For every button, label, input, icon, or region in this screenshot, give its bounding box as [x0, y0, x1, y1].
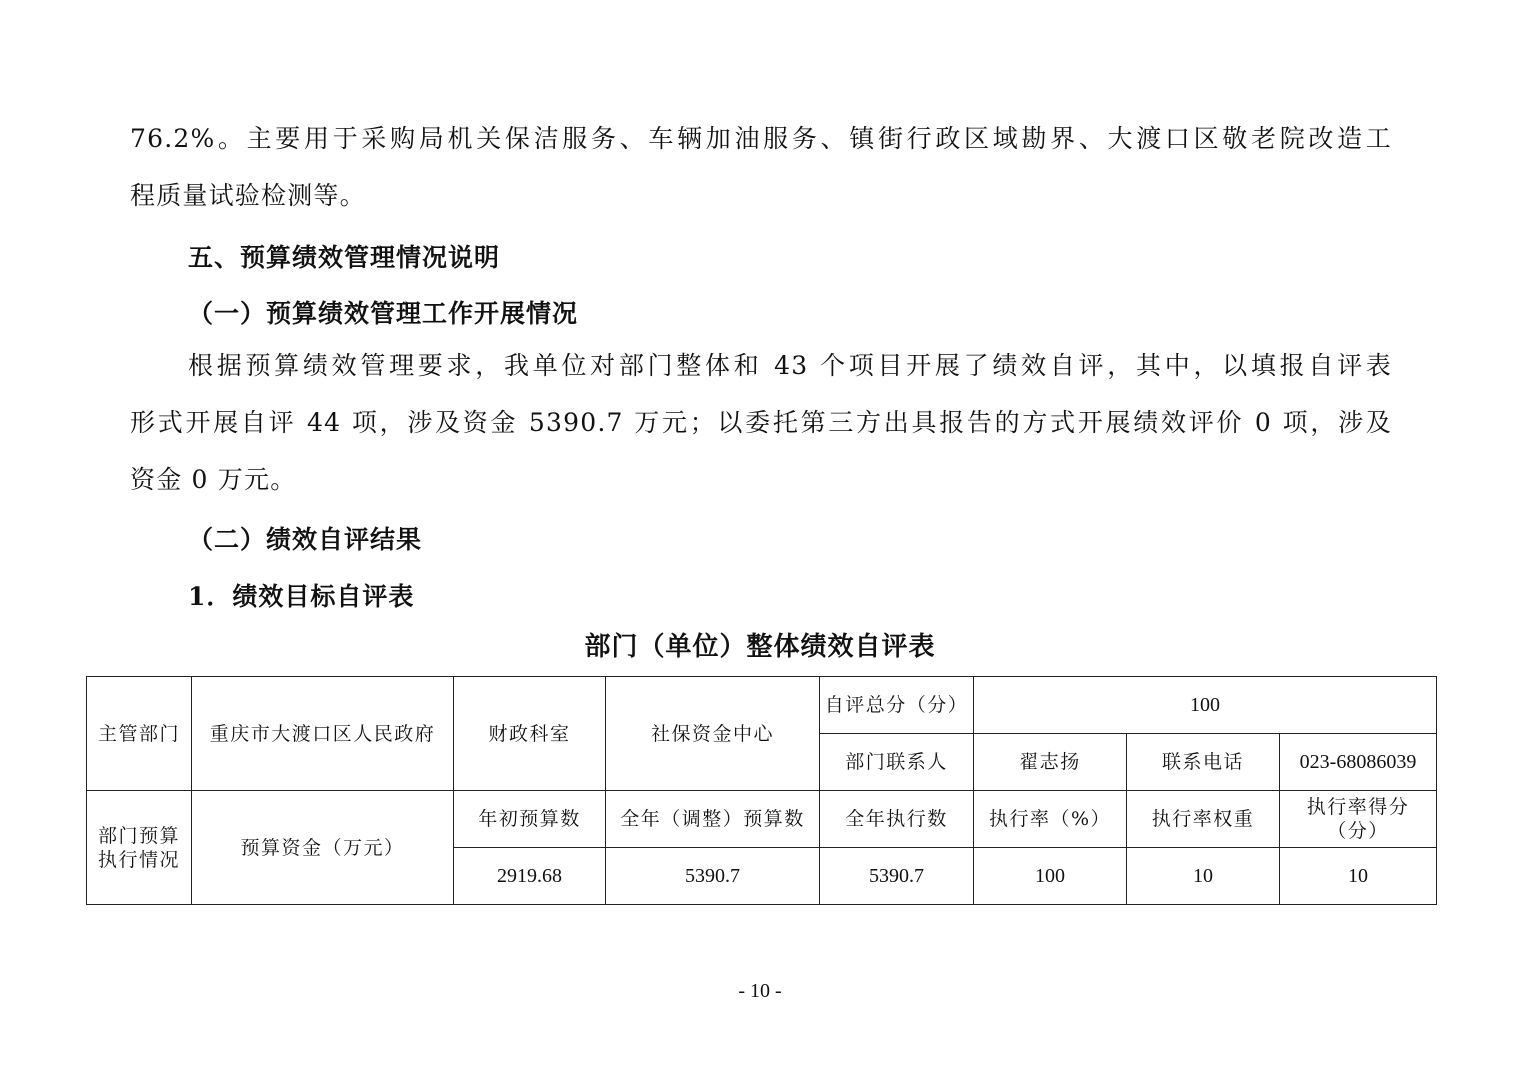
val-rate: 100: [974, 848, 1127, 905]
item1-heading: 1．绩效目标自评表: [188, 582, 415, 611]
body-line-2: 形式开展自评 44 项，涉及资金 5390.7 万元；以委托第三方出具报告的方式开展绩效评价 0 项，涉及: [130, 408, 1392, 437]
intro-line-1: 76.2%。主要用于采购局机关保洁服务、车辆加油服务、镇街行政区域勘界、大渡口区敬老院改造工: [130, 124, 1392, 153]
phone-label: 联系电话: [1127, 734, 1280, 791]
sub2-heading: （二）绩效自评结果: [188, 525, 423, 554]
supervisor-label: 主管部门: [87, 677, 192, 791]
col-score: 执行率得分（分）: [1280, 791, 1437, 848]
col-executed: 全年执行数: [820, 791, 974, 848]
phone-value: 023-68086039: [1280, 734, 1437, 791]
val-weight: 10: [1127, 848, 1280, 905]
val-score: 10: [1280, 848, 1437, 905]
fund-label: 预算资金（万元）: [192, 791, 454, 905]
intro-paragraph: [130, 110, 1392, 224]
office-cell: 财政科室: [454, 677, 606, 791]
supervisor-value: 重庆市大渡口区人民政府: [192, 677, 454, 791]
performance-table: [86, 676, 1437, 905]
page-number: - 10 -: [738, 980, 782, 1002]
table-caption: 部门（单位）整体绩效自评表: [584, 632, 936, 662]
val-executed: 5390.7: [820, 848, 974, 905]
col-weight: 执行率权重: [1127, 791, 1280, 848]
body-paragraph: [130, 337, 1392, 508]
intro-line-2: 程质量试验检测等。: [130, 181, 366, 210]
section5-heading: 五、预算绩效管理情况说明: [188, 243, 501, 272]
val-adjusted: 5390.7: [606, 848, 820, 905]
sub1-heading: （一）预算绩效管理工作开展情况: [188, 299, 579, 328]
body-line-3: 资金 0 万元。: [130, 465, 297, 494]
col-rate: 执行率（%）: [974, 791, 1127, 848]
center-cell: 社保资金中心: [606, 677, 820, 791]
exec-label: 部门预算执行情况: [87, 791, 192, 905]
col-initial: 年初预算数: [454, 791, 606, 848]
score-total-label: 自评总分（分）: [820, 677, 974, 734]
body-line-1: 根据预算绩效管理要求，我单位对部门整体和 43 个项目开展了绩效自评，其中，以填报自评表: [188, 351, 1392, 380]
val-initial: 2919.68: [454, 848, 606, 905]
score-total-value: 100: [974, 677, 1437, 734]
col-adjusted: 全年（调整）预算数: [606, 791, 820, 848]
contact-name: 翟志扬: [974, 734, 1127, 791]
contact-label: 部门联系人: [820, 734, 974, 791]
